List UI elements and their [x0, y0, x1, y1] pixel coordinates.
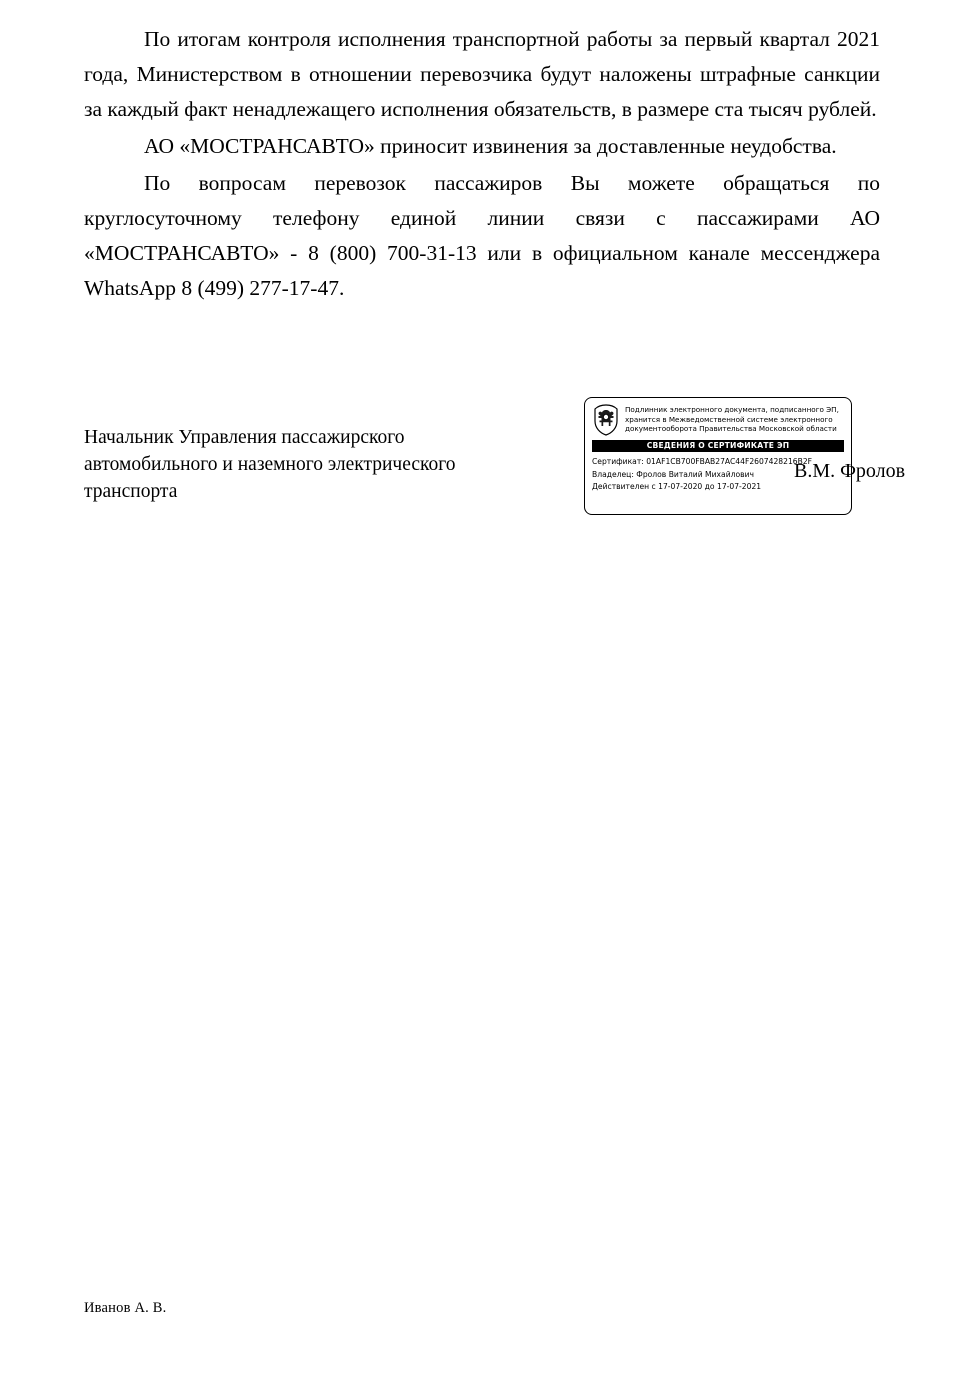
signature-block — [84, 405, 906, 544]
coat-of-arms-icon — [592, 404, 620, 436]
stamp-header-line-2: хранится в Межведомственной системе электронного — [625, 414, 833, 424]
paragraph-2: АО «МОСТРАНСАВТО» приносит извинения за доставленные неудобства. — [144, 134, 837, 158]
stamp-header-line-3: документооборота Правительства Московской области — [625, 424, 837, 434]
paragraph-1: По итогам контроля исполнения транспортной работы за первый квартал 2021 года, Министерством в отношении перевозчика будут наложены штрафные санкции за каждый факт ненадлежащего исполнения обязательств, в размере ста тысяч рублей. — [84, 27, 880, 121]
stamp-owner: Владелец: Фролов Виталий Михайлович — [592, 469, 755, 479]
stamp-validity: Действителен с 17-07-2020 до 17-07-2021 — [592, 482, 762, 491]
paragraph-3: По вопросам перевозок пассажиров Вы можете обращаться по круглосуточному телефону единой линии связи с пассажирами АО «МОСТРАНСАВТО» - 8 (800) 700-31-13 или в официальном канале мессенджера WhatsApp 8 (499) 277-17-47. — [84, 171, 880, 300]
stamp-certificate: Сертификат: 01AF1CB700FBAB27AC44F2607428216B2F — [592, 457, 813, 466]
executor-note: Иванов А. В. — [84, 1300, 167, 1316]
stamp-header — [592, 404, 844, 436]
stamp-title-bar: СВЕДЕНИЯ О СЕРТИФИКАТЕ ЭП — [592, 440, 844, 452]
stamp-header-text — [625, 404, 839, 434]
signatory-title: Начальник Управления пассажирского автомобильного и наземного электрического транспорта — [84, 427, 456, 502]
stamp-header-line-1: Подлинник электронного документа, подписанного ЭП, — [625, 405, 839, 414]
document-body — [84, 22, 880, 308]
signatory-name: В.М. Фролов — [794, 460, 906, 482]
electronic-signature-stamp — [584, 397, 852, 515]
